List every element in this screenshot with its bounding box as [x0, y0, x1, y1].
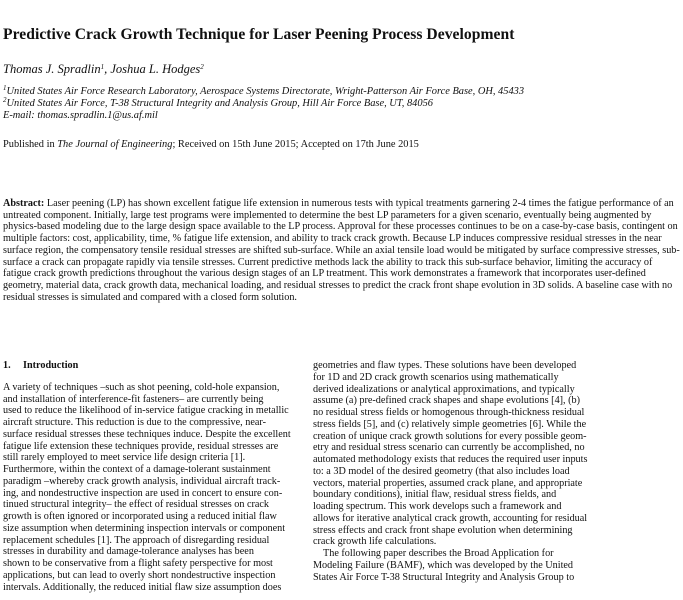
intro-paragraph-continued: [313, 360, 633, 548]
text-line: The following paper describes the Broad Application for: [323, 548, 554, 559]
left-column: [3, 360, 298, 593]
text-line: and installation of interference-fit fasteners– are currently being: [3, 393, 264, 405]
text-line: intervals. Additionally, the reduced initial flaw size assumption does: [3, 581, 282, 593]
text-line: growth is often ignored or incorporated using a reduced initial flaw: [3, 511, 277, 522]
publication-info: [3, 139, 419, 150]
intro-paragraph: [313, 548, 633, 583]
text-line: shown to be conservative from a flight safety perspective for most: [3, 558, 273, 569]
text-line: tinued structural integrity– the effect of residual stresses on crack: [3, 499, 270, 511]
publication-dates: ; Received on 15th June 2015; Accepted on 17th June 2015: [172, 139, 419, 150]
paper-title: Predictive Crack Growth Technique for Laser Peening Process Development: [3, 26, 515, 43]
abstract-text: Laser peening (LP) has shown excellent fatigue life extension in numerous tests with typical treatments garnering 2-4 times the fatigue performance of an untreated component. Initially, large test programs were implemented to determine the best LP parameters for a given scenario, eventually being augmented by physics-based modeling due to the large design space available to the LP process. Approval for these processes continues to be on a case-by-case basis, contingent on multiple factors: cost, applicability, time, % fatigue life extension, and ability to track crack growth. Because LP induces compressive residual stresses in the near surface region, the compensatory tensile residual stresses are shifted sub-surface. While an axial tensile load would be mitigated by surface compressive stresses, sub-surface a crack can propagate rapidly via tensile stresses. Current predictive methods lack the ability to track this sub-surface behavior, limiting the accuracy of fatigue crack growth predictions throughout the various design stages of an LP treatment. This work demonstrates a framework that incorporates user-defined geometry, material data, crack growth data, mechanical loading, and residual stresses to predict the crack front shape evolution in 3D solids. A baseline case with no residual stresses is simulated and compared with a closed form solution.: [3, 198, 680, 303]
text-line: to: a 3D model of the desired geometry (that also includes load: [313, 465, 570, 477]
text-line: Modeling Failure (BAMF), which was developed by the United: [313, 559, 574, 571]
text-line: paradigm –whereby crack growth analysis, individual aircraft track-: [3, 475, 281, 487]
author-affiliation-mark: 2: [200, 63, 204, 71]
text-line: no residual stress fields or homogenous through-thickness residual: [313, 407, 585, 418]
text-line: A variety of techniques –such as shot peening, cold-hole expansion,: [3, 381, 280, 393]
text-line: States Air Force T-38 Structural Integrity and Analysis Group to: [313, 571, 575, 583]
author-name: Joshua L. Hodges: [110, 62, 201, 76]
author-separator: ,: [104, 62, 111, 76]
text-line: fatigue life extension these techniques provide, residual stresses are: [3, 440, 279, 452]
text-line: loading spectrum. This work develops such a framework and: [313, 501, 562, 512]
text-line: allows for iterative analytical crack growth, accounting for residual: [313, 512, 588, 524]
text-line: etry and residual stress scenario can currently be accomplished, no: [313, 442, 585, 454]
section-number: 1.: [3, 360, 11, 371]
text-line: crack growth life calculations.: [313, 536, 437, 548]
text-line: stress fields [5], and (c) relatively simple geometries [6]. While the: [313, 418, 587, 430]
text-line: ing, and nondestructive inspection are used in concert to ensure con-: [3, 487, 283, 499]
text-line: assume (a) pre-defined crack shapes and shape evolutions [4], (b): [313, 395, 581, 407]
publication-prefix: Published in: [3, 139, 58, 150]
text-line: surface residual stresses these techniques induce. Despite the excellent: [3, 428, 291, 440]
text-line: geometries and flaw types. These solutions have been developed: [313, 360, 577, 371]
abstract: [3, 198, 683, 303]
text-line: replacement schedules [1]. The approach of disregarding residual: [3, 534, 270, 546]
text-line: size assumption when determining inspection intervals or component: [3, 522, 286, 534]
affiliation-mark: 1: [3, 84, 7, 92]
affiliation: [3, 86, 524, 98]
text-line: stresses in durability and damage-tolerance analyses has been: [3, 546, 254, 558]
text-line: applications, but can lead to overly short nondestructive inspection: [3, 569, 276, 581]
text-line: vectors, material properties, assumed crack plane, and appropriate: [313, 477, 583, 489]
abstract-label: Abstract:: [3, 198, 45, 209]
author-email: E-mail: thomas.spradlin.1@us.af.mil: [3, 110, 158, 121]
text-line: stress effects and crack front shape evolution when determining: [313, 524, 573, 536]
text-line: Furthermore, within the context of a damage-tolerant sustainment: [3, 464, 271, 475]
author-affiliation-mark: 1: [100, 63, 105, 71]
journal-name: The Journal of Engineering: [57, 139, 173, 150]
text-line: automated methodology exists that reduces the required user inputs: [313, 454, 588, 465]
author-name: Thomas J. Spradlin: [3, 62, 101, 76]
affiliation-text: United States Air Force, T-38 Structural Integrity and Analysis Group, Hill Air Force Base, UT, 84056: [6, 98, 433, 109]
intro-paragraph: [3, 382, 298, 594]
text-line: derived idealizations or analytical approximations, and typically: [313, 383, 575, 395]
right-column: [313, 360, 633, 583]
text-line: aircraft structure. This reduction is due to the compressive, near-: [3, 417, 266, 428]
text-line: boundary conditions), initial flaw, residual stress fields, and: [313, 489, 557, 501]
affiliation: [3, 98, 433, 110]
section-title: Introduction: [23, 360, 79, 371]
affiliation-text: United States Air Force Research Laboratory, Aerospace Systems Directorate, Wright-Patterson Air Force Base, OH, 45433: [6, 86, 525, 97]
text-line: still rarely employed to meet service life design criteria [1].: [3, 452, 246, 464]
text-line: for 1D and 2D crack growth scenarios using mathematically: [313, 371, 559, 383]
affiliation-mark: 2: [3, 96, 7, 104]
section-heading: [3, 360, 298, 372]
text-line: creation of unique crack growth solutions for every possible geom-: [313, 430, 587, 442]
text-line: used to reduce the likelihood of in-service fatigue cracking in metallic: [3, 405, 289, 417]
author-list: [3, 62, 204, 77]
